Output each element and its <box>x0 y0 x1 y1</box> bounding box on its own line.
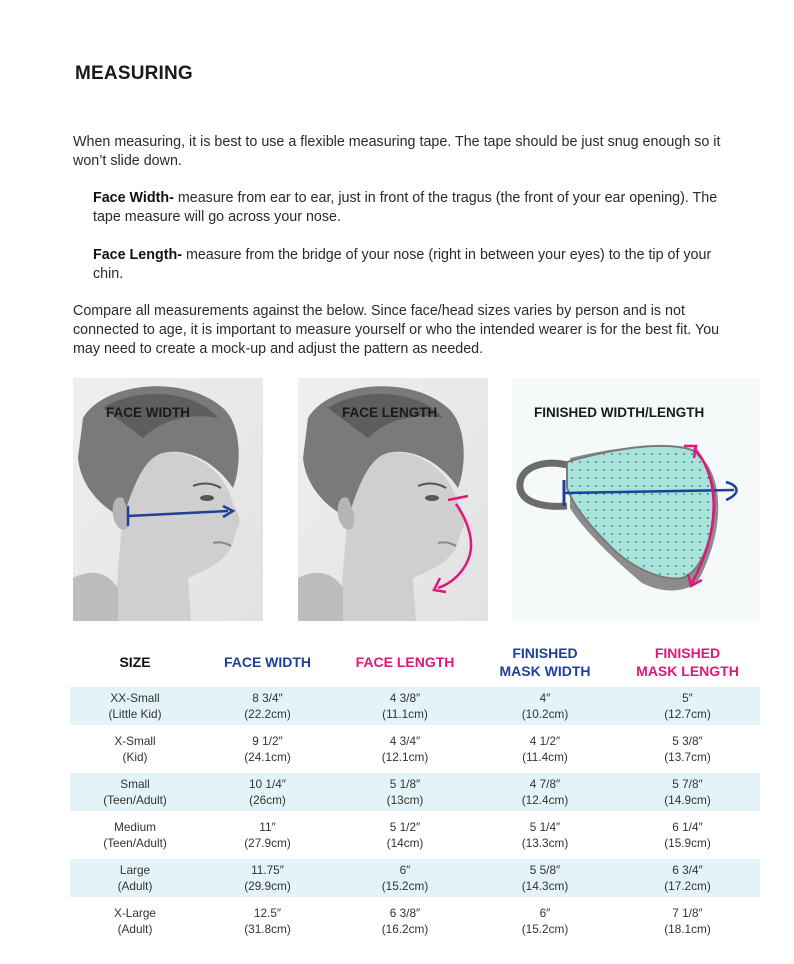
mask-length-cell <box>615 816 760 854</box>
finished-mask-figure <box>512 378 760 621</box>
face-width-value: 11″ <box>259 820 276 834</box>
face-length-cm: (16.2cm) <box>381 922 429 936</box>
mask-width-cell <box>475 902 615 940</box>
mask-length-cell <box>615 730 760 768</box>
size-name: Small <box>120 777 150 791</box>
mask-length-cm: (15.9cm) <box>664 836 711 850</box>
compare-paragraph: Compare all measurements against the below. Since face/head sizes varies by person and is not connected to age, it is important to measure yourself or who the intended wearer is for the best fit. You may need to create a mock-up and adjust the pattern as needed. <box>73 303 720 357</box>
size-cell <box>70 816 200 854</box>
face-width-cell <box>200 859 335 897</box>
table-header-row <box>70 642 760 682</box>
face-width-figure-title: FACE WIDTH <box>106 405 190 420</box>
mask-length-value: 6 1/4″ <box>672 820 703 834</box>
size-group: (Teen/Adult) <box>103 836 167 850</box>
size-cell <box>70 773 200 811</box>
table-row <box>70 902 760 940</box>
face-length-value: 6 3/8″ <box>389 906 421 920</box>
size-name: X-Small <box>114 734 156 748</box>
mask-width-cell <box>475 730 615 768</box>
mask-length-cm: (13.7cm) <box>664 750 711 764</box>
face-width-cell <box>200 816 335 854</box>
face-length-label: Face Length- <box>93 247 182 263</box>
size-name: Medium <box>114 820 156 834</box>
face-length-value: 6″ <box>399 863 411 877</box>
intro-paragraph: When measuring, it is best to use a flexible measuring tape. The tape should be just snug enough so it won’t slide down. <box>73 134 721 169</box>
face-width-cm: (29.9cm) <box>244 879 291 893</box>
mask-length-cm: (14.9cm) <box>664 793 711 807</box>
mask-length-value: 6 3/4″ <box>672 863 703 877</box>
face-width-value: 12.5″ <box>253 906 282 920</box>
face-length-value: 4 3/4″ <box>389 734 421 748</box>
mask-length-cell <box>615 773 760 811</box>
mask-width-value: 5 1/4″ <box>529 820 561 834</box>
face-length-value: 4 3/8″ <box>389 691 421 705</box>
mask-width-cm: (13.3cm) <box>521 836 569 850</box>
size-group: (Adult) <box>117 922 153 936</box>
face-length-instruction <box>93 246 733 284</box>
face-length-cell <box>335 773 475 811</box>
size-group: (Little Kid) <box>108 707 162 721</box>
size-group: (Kid) <box>122 750 148 764</box>
header-mask-width-line2: MASK WIDTH <box>499 663 591 679</box>
face-length-cm: (15.2cm) <box>381 879 429 893</box>
mask-width-cm: (15.2cm) <box>521 922 569 936</box>
face-width-label: Face Width- <box>93 190 174 206</box>
size-name: X-Large <box>114 906 156 920</box>
size-cell <box>70 859 200 897</box>
face-width-cm: (22.2cm) <box>244 707 291 721</box>
size-name: Large <box>119 863 151 877</box>
face-length-cell <box>335 730 475 768</box>
size-cell <box>70 730 200 768</box>
face-width-cell <box>200 730 335 768</box>
face-length-cm: (13cm) <box>386 793 424 807</box>
size-name: XX-Small <box>110 691 160 705</box>
mask-width-cm: (12.4cm) <box>521 793 569 807</box>
mask-length-cell <box>615 902 760 940</box>
mask-length-value: 5 3/8″ <box>672 734 703 748</box>
table-row <box>70 687 760 725</box>
header-size: SIZE <box>119 654 151 670</box>
face-width-cm: (31.8cm) <box>244 922 291 936</box>
face-length-value: 5 1/8″ <box>389 777 421 791</box>
face-width-cell <box>200 902 335 940</box>
mask-width-value: 6″ <box>539 906 551 920</box>
face-length-cm: (12.1cm) <box>381 750 429 764</box>
mask-length-value: 5 7/8″ <box>672 777 703 791</box>
face-width-cm: (24.1cm) <box>244 750 291 764</box>
face-width-value: 11.75″ <box>251 863 284 877</box>
table-row <box>70 816 760 854</box>
face-width-text: measure from ear to ear, just in front of the tragus (the front of your ear opening). The tape measure will go across your nose. <box>93 190 718 225</box>
face-length-cell <box>335 816 475 854</box>
header-mask-length-line1: FINISHED <box>654 645 721 661</box>
size-group: (Adult) <box>117 879 153 893</box>
face-width-cm: (26cm) <box>249 793 286 807</box>
face-width-cell <box>200 773 335 811</box>
face-length-figure <box>298 378 488 621</box>
mask-width-value: 4 7/8″ <box>529 777 561 791</box>
mask-length-cell <box>615 859 760 897</box>
face-width-figure <box>73 378 263 621</box>
header-finished-mask-length <box>615 642 760 682</box>
face-width-value: 8 3/4″ <box>252 691 283 705</box>
mask-width-cm: (11.4cm) <box>522 750 568 764</box>
face-length-text: measure from the bridge of your nose (right in between your eyes) to the tip of your chin. <box>93 247 712 282</box>
mask-width-cell <box>475 687 615 725</box>
face-width-cm: (27.9cm) <box>244 836 291 850</box>
mask-width-value: 4 1/2″ <box>529 734 561 748</box>
mask-width-cm: (14.3cm) <box>521 879 569 893</box>
mask-width-cell <box>475 859 615 897</box>
mask-width-cm: (10.2cm) <box>521 707 569 721</box>
face-width-cell <box>200 687 335 725</box>
mask-length-value: 7 1/8″ <box>672 906 703 920</box>
face-length-figure-title: FACE LENGTH <box>342 405 438 420</box>
size-group: (Teen/Adult) <box>103 793 167 807</box>
header-finished-mask-width <box>475 642 615 682</box>
page-title: MEASURING <box>75 63 193 84</box>
header-mask-width-line1: FINISHED <box>512 645 578 661</box>
size-cell <box>70 687 200 725</box>
face-length-cell <box>335 687 475 725</box>
mask-length-cm: (12.7cm) <box>664 707 711 721</box>
mask-width-value: 5 5/8″ <box>529 863 561 877</box>
face-length-cm: (14cm) <box>386 836 424 850</box>
size-cell <box>70 902 200 940</box>
mask-width-cell <box>475 773 615 811</box>
mask-width-value: 4″ <box>539 691 551 705</box>
mask-length-cell <box>615 687 760 725</box>
face-width-instruction <box>93 189 733 227</box>
mask-length-cm: (17.2cm) <box>664 879 711 893</box>
size-chart-table <box>70 637 760 945</box>
face-length-value: 5 1/2″ <box>389 820 421 834</box>
face-width-value: 10 1/4″ <box>249 777 286 791</box>
header-face-length: FACE LENGTH <box>355 654 455 670</box>
face-length-cell <box>335 902 475 940</box>
table-row <box>70 730 760 768</box>
table-row <box>70 773 760 811</box>
header-face-width: FACE WIDTH <box>223 654 312 670</box>
face-length-cell <box>335 859 475 897</box>
mask-length-cm: (18.1cm) <box>664 922 711 936</box>
mask-length-value: 5″ <box>682 691 693 705</box>
header-mask-length-line2: MASK LENGTH <box>636 663 739 679</box>
finished-figure-title: FINISHED WIDTH/LENGTH <box>534 405 705 420</box>
face-length-cm: (11.1cm) <box>382 707 428 721</box>
mask-width-cell <box>475 816 615 854</box>
face-width-value: 9 1/2″ <box>252 734 283 748</box>
table-row <box>70 859 760 897</box>
